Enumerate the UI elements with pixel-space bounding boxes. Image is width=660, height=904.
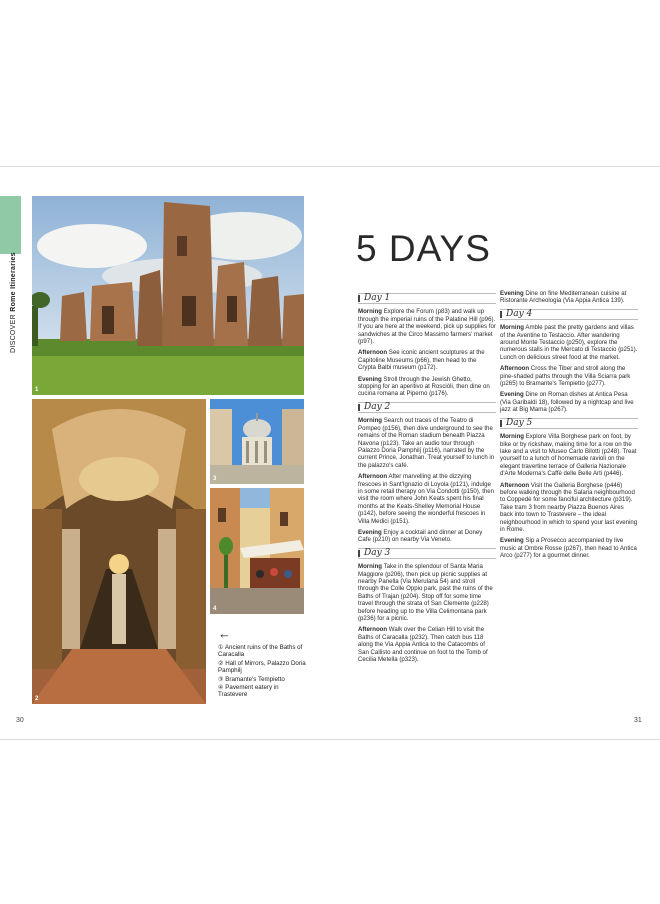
day-3-afternoon: Afternoon Walk over the Celian Hill to visit the Baths of Caracalla (p232). Then catch bus 118 along the Via Appia Antica to the Catacombs of San Callisto and continue on foot to the Tomb of Cecilia Metella (p323). <box>358 626 488 664</box>
section-tag <box>10 252 17 353</box>
right-page-number: 31 <box>634 717 642 724</box>
chapter-tab <box>0 196 21 254</box>
day-4-morning: Morning Amble past the pretty gardens and villas of the Aventine to Testaccio. After wandering around Monte Testaccio (p250), explore the numerous stalls in the Mercato di Testaccio (p251). Lunch on delicious street food at the market. <box>500 324 638 361</box>
day-1-heading: Day 1 <box>358 293 496 304</box>
photo-number-2: 2 <box>35 696 39 702</box>
day-2-evening: Evening Enjoy a cocktail and dinner at Doney Cafe (p210) on nearby Via Veneto. <box>358 528 483 544</box>
hall-of-mirrors-photo <box>32 399 206 704</box>
day-1-afternoon: Afternoon See iconic ancient sculptures at the Capitoline Museums (p66), then head to the Crypta Balbi museum (p172). <box>358 349 485 372</box>
day-2-morning: Morning Search out traces of the Teatro di Pompeo (p156), then dive underground to see the remains of the Roman stadium beneath Piazza Navona (p123). Take an audio tour through Palazzo Doria Pamphilj (p116), narrated by the current Prince, Jonathan. Treat yourself to lunch in the palazzo's café. <box>358 417 495 469</box>
itinerary-column-1 <box>358 290 496 667</box>
photo-number-1: 1 <box>35 387 39 393</box>
day-5-afternoon: Afternoon Visit the Galleria Borghese (p446) before walking through the Salaria neighbourhood to Coppedè for some fanciful architecture (p319). Take tram 3 from nearby Piazza Buenos Aires back into town to Trastevere – the ideal neighbourhood in which to spend your last evening in Rome. <box>500 481 638 533</box>
day-3-morning: Morning Take in the splendour of Santa Maria Maggiore (p206), then pick up picnic supplies at nearby Panella (Via Merulana 54) and stroll through the Colle Oppio park, past the ruins of the Baths of Trajan (p204). Stop off for some time travel through the strata of San Clemente (p228) before heading up to the Villa Celimontana park (p236) for a picnic. <box>358 563 493 623</box>
section-tag-title: Rome Itineraries <box>10 252 17 312</box>
caption-4: ④ Pavement eatery in Trastevere <box>218 684 279 699</box>
photo-captions <box>218 628 308 700</box>
day-5-evening: Evening Sip a Prosecco accompanied by live music at Ombre Rosse (p267), then head to Antica Arco (p277) for a gourmet dinner. <box>500 537 637 560</box>
photo-number-3: 3 <box>213 476 217 482</box>
caption-1: ① Ancient ruins of the Baths of Caracalla <box>218 644 303 659</box>
day-5-heading: Day 5 <box>500 418 638 429</box>
left-page-number: 30 <box>16 717 24 724</box>
day-5-morning: Morning Explore Villa Borghese park on foot, by bike or by rickshaw, making time for a row on the lake and a visit to Museo Carlo Bilotti (p248). Treat yourself to a lunch of homemade ravioli on the elegant travertine terrace of Galleria Nazionale d'Arte Moderna's Caffè delle Belle Arti (p446). <box>500 433 637 478</box>
day-2-heading: Day 2 <box>358 402 496 413</box>
caption-3: ③ Bramante's Tempietto <box>218 675 285 683</box>
day-3-heading: Day 3 <box>358 548 496 559</box>
section-tag-prefix: DISCOVER <box>10 314 17 353</box>
caption-2: ② Hall of Mirrors, Palazzo Doria Pamphilj <box>218 659 306 675</box>
caracalla-ruins-photo <box>32 196 304 395</box>
day-1-evening: Evening Stroll through the Jewish Ghetto, stopping for an aperitivo at Rosciòli, then dine on cucina romana at Piperno (p176). <box>358 375 490 398</box>
day-2-afternoon: Afternoon After marvelling at the dizzying frescoes in Sant'Ignazio di Loyola (p121), indulge in some retail therapy on Via Condotti (p150), then visit the room where John Keats spent his final months at the Keats-Shelley Memorial House (p142), before seeing the wonderful frescoes in Villa Medici (p151). <box>358 473 495 525</box>
arrow-left-icon: ← <box>218 626 231 641</box>
page-title: 5 DAYS <box>356 228 491 269</box>
day-1-morning: Morning Explore the Forum (p83) and walk up through the imperial ruins of the Palatine Hill (p96). If you are here at the weekend, pick up supplies for sandwiches at the Circo Massimo farmers' market (p97). <box>358 308 496 346</box>
tempietto-photo <box>210 399 304 484</box>
day-3-evening: Evening Dine on fine Mediterranean cuisine at Ristorante Archeologia (Via Appia Antica 139). <box>500 290 627 305</box>
itinerary-column-2 <box>500 290 638 564</box>
day-4-afternoon: Afternoon Cross the Tiber and stroll along the pine-shaded paths through the Villa Sciarra park (p265) to Bramante's Tempietto (p277). <box>500 365 631 388</box>
photo-number-4: 4 <box>213 606 217 612</box>
pavement-eatery-photo <box>210 488 304 614</box>
day-4-heading: Day 4 <box>500 309 638 320</box>
day-4-evening: Evening Dine on Roman dishes at Antica Pesa (Via Garibaldi 18), followed by a nightcap and live jazz at Big Mama (p267). <box>500 391 634 414</box>
